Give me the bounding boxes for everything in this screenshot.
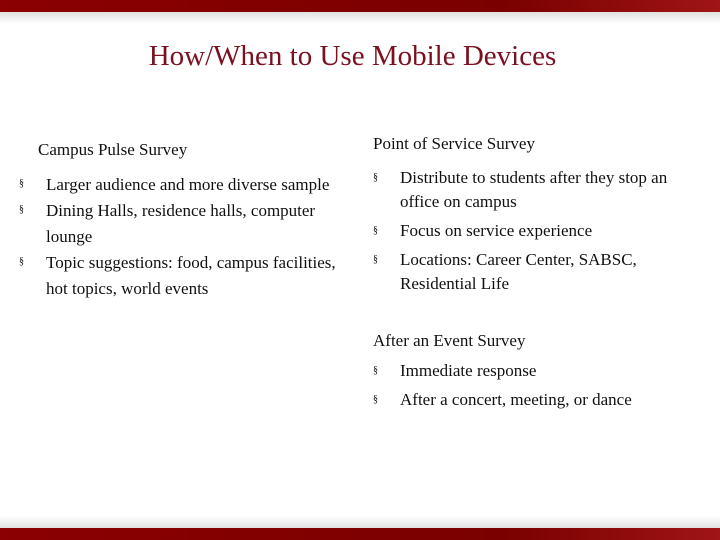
- bottom-accent-bar: [0, 528, 720, 540]
- bullet-icon: §: [373, 365, 378, 376]
- point-of-service-heading: Point of Service Survey: [373, 134, 535, 153]
- top-accent-bar: [0, 0, 720, 12]
- bullet-text: After a concert, meeting, or dance: [400, 390, 632, 409]
- point-of-service-list: [373, 166, 683, 296]
- bullet-icon: §: [19, 256, 24, 267]
- bullet-icon: §: [373, 254, 378, 265]
- after-event-list: [373, 359, 703, 412]
- list-item: [373, 166, 683, 214]
- list-item: [19, 172, 339, 198]
- top-bar-shadow: [0, 12, 720, 24]
- campus-pulse-list: [19, 172, 339, 302]
- bullet-icon: §: [19, 204, 24, 215]
- list-item: [373, 219, 683, 243]
- bullet-text: Topic suggestions: food, campus facilities, hot topics, world events: [46, 253, 336, 298]
- bullet-icon: §: [19, 178, 24, 189]
- after-event-heading: After an Event Survey: [373, 331, 526, 350]
- bullet-icon: §: [373, 394, 378, 405]
- bullet-icon: §: [373, 225, 378, 236]
- list-item: [19, 250, 339, 302]
- slide-title: How/When to Use Mobile Devices: [148, 40, 557, 72]
- list-item: [373, 248, 683, 296]
- bullet-text: Locations: Career Center, SABSC, Residential Life: [400, 250, 637, 293]
- list-item: [373, 388, 703, 412]
- bullet-text: Focus on service experience: [400, 221, 593, 240]
- bullet-text: Larger audience and more diverse sample: [46, 175, 330, 194]
- bottom-bar-shadow: [0, 516, 720, 528]
- list-item: [19, 198, 339, 250]
- list-item: [373, 359, 703, 383]
- bullet-text: Immediate response: [400, 361, 537, 380]
- bullet-text: Distribute to students after they stop an office on campus: [400, 168, 668, 211]
- bullet-icon: §: [373, 172, 378, 183]
- bullet-text: Dining Halls, residence halls, computer lounge: [46, 201, 316, 246]
- campus-pulse-heading: Campus Pulse Survey: [38, 140, 188, 159]
